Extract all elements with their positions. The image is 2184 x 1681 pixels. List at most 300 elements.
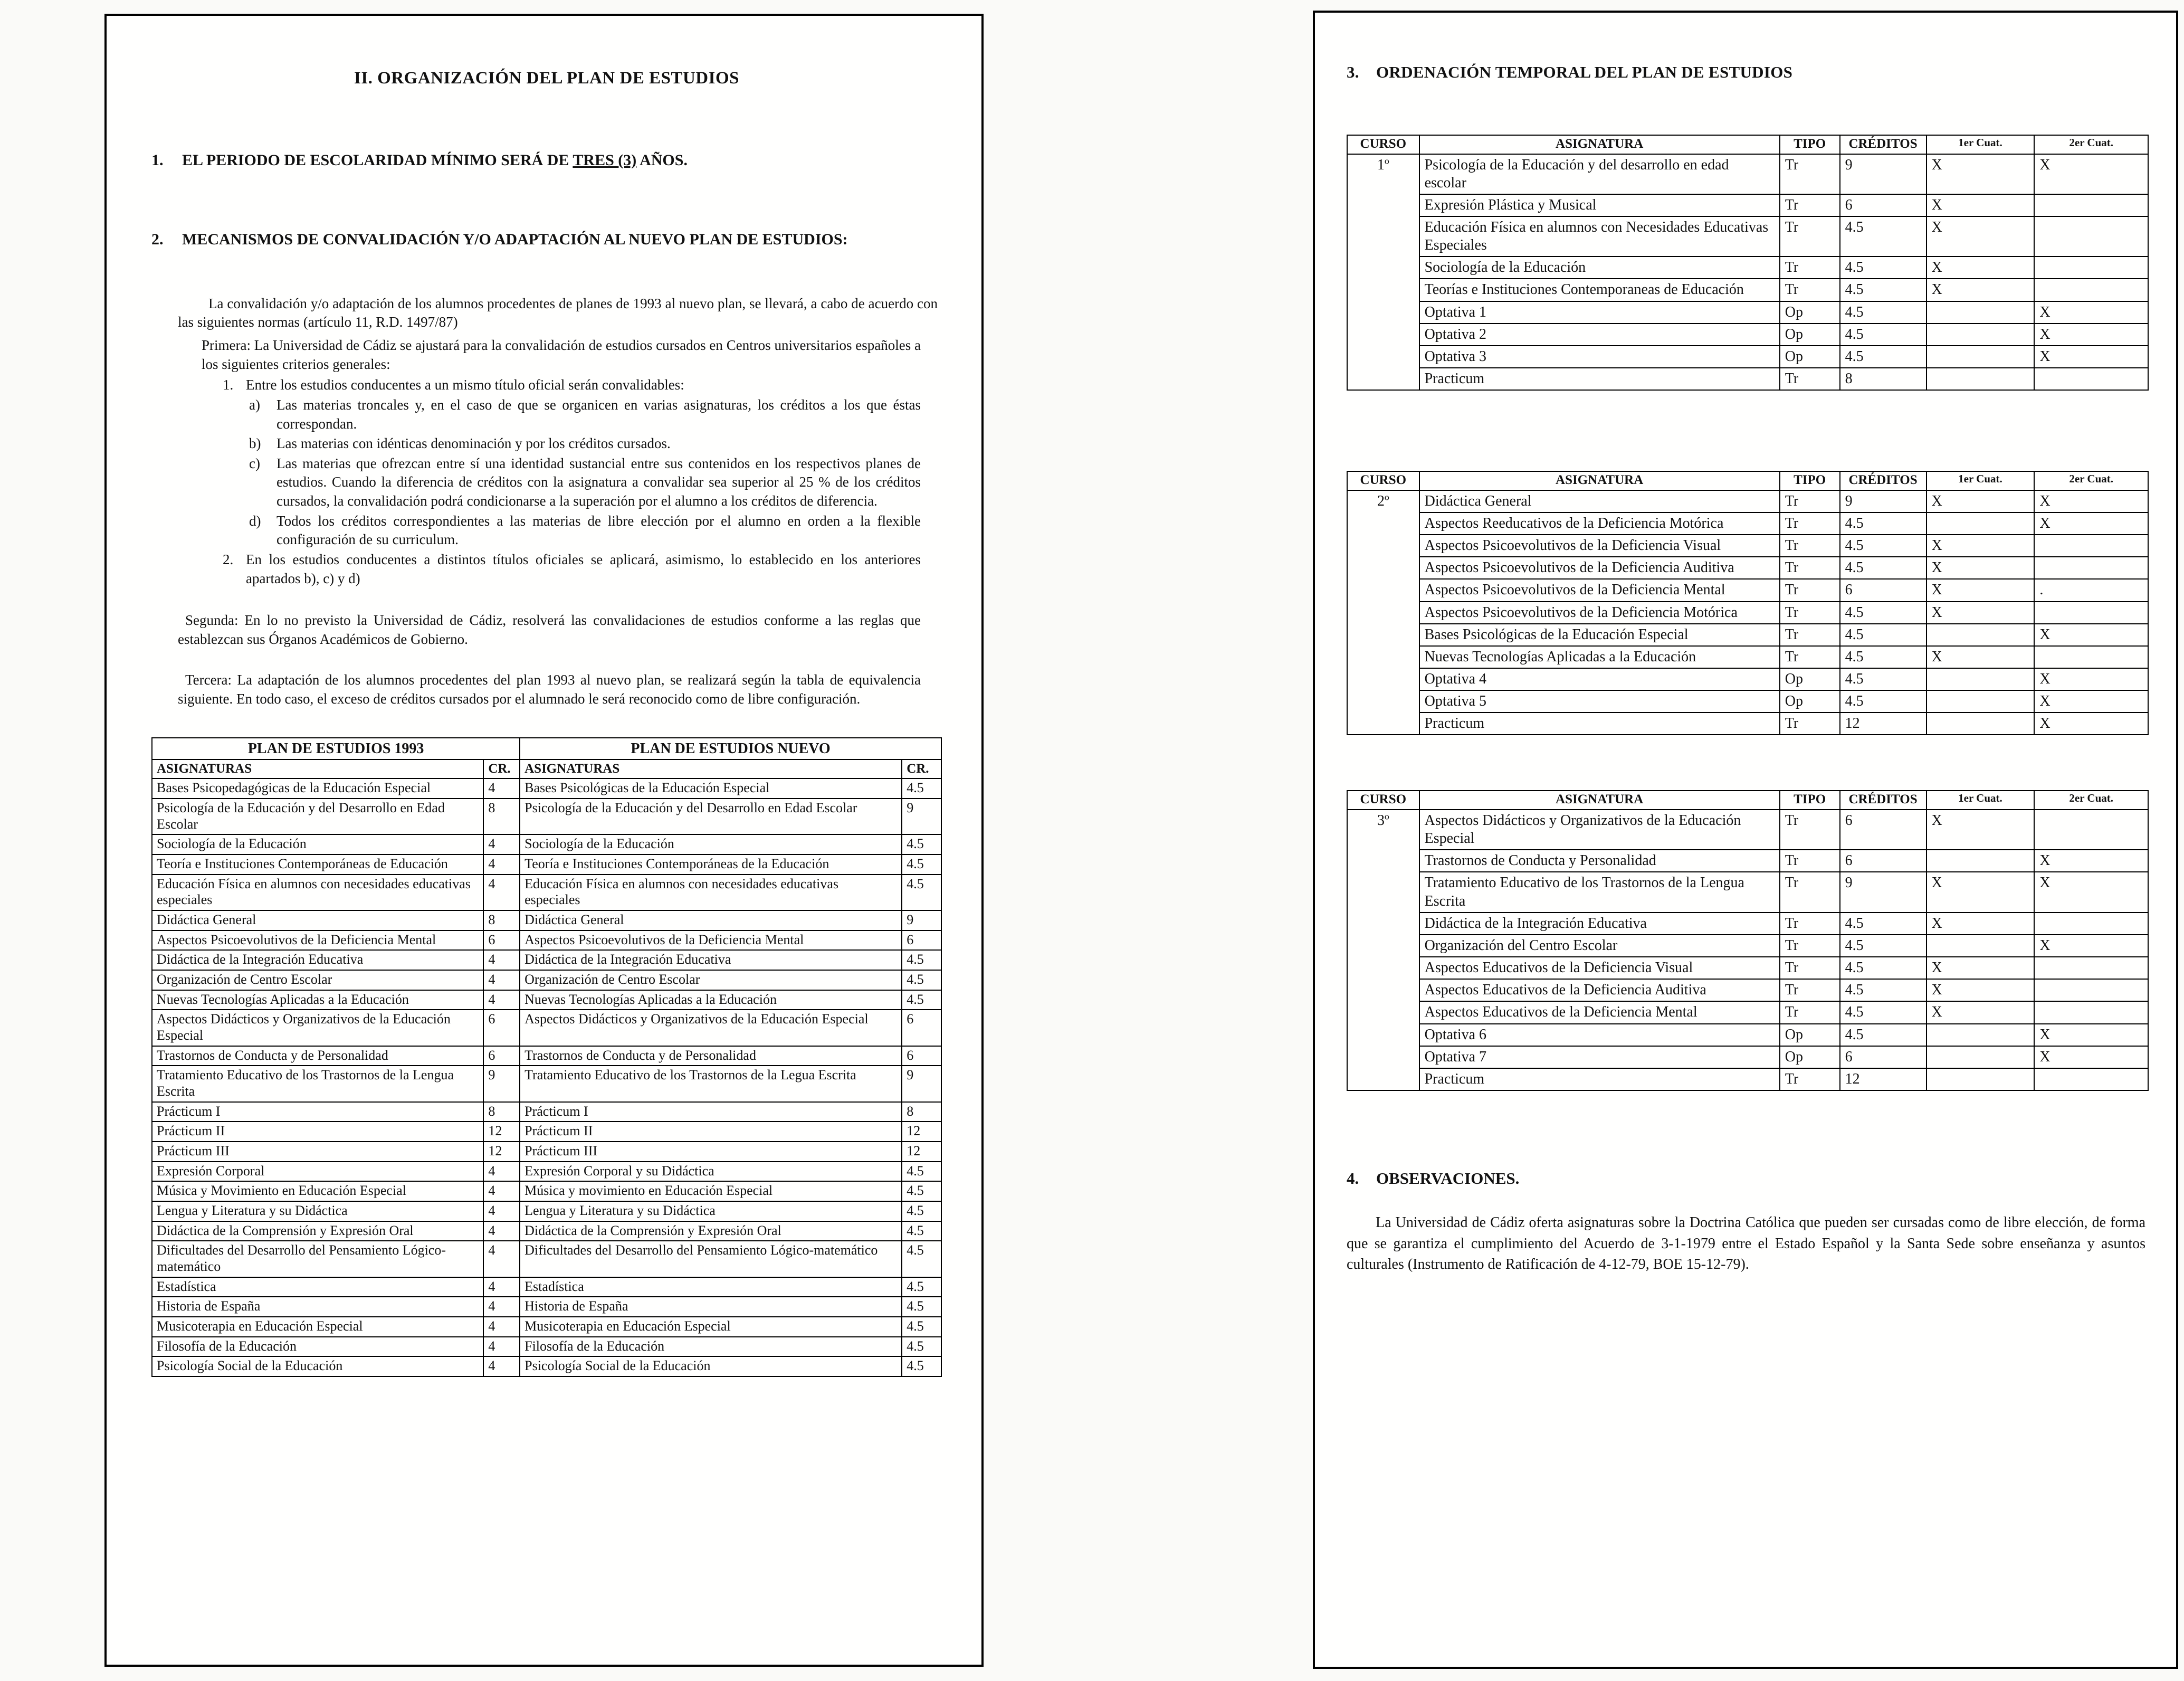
column-header: TIPO: [1780, 135, 1840, 154]
course-row: [1347, 713, 2148, 735]
cell-cuat1: [1927, 301, 2035, 324]
cell-tipo: Tr: [1780, 913, 1840, 935]
rule-1-text: Entre los estudios conducentes a un mismo título oficial serán convalidables:: [246, 377, 684, 393]
equivalence-row: [152, 1201, 941, 1221]
equivalence-row: [152, 1162, 941, 1182]
cell-cr: 4: [483, 1337, 520, 1357]
cell-creditos: 6: [1840, 850, 1927, 872]
cell-cuat1: [1927, 368, 2035, 390]
course-row: [1347, 872, 2148, 912]
cell-tipo: Tr: [1780, 850, 1840, 872]
equivalence-column-header-row: [152, 759, 941, 779]
column-header: CURSO: [1347, 471, 1419, 490]
cell-cr: 9: [902, 799, 941, 834]
cell-cuat2: X: [2034, 668, 2148, 690]
cell-cuat1: X: [1927, 979, 2035, 1001]
cell-cuat1: [1927, 668, 2035, 690]
cell-cuat1: X: [1927, 194, 2035, 216]
item-1-text: [182, 150, 688, 170]
cell-creditos: 4.5: [1840, 535, 1927, 557]
equivalence-row: [152, 1356, 941, 1376]
item-1-text-underlined: TRES (3): [573, 151, 637, 169]
cell-creditos: 4.5: [1840, 979, 1927, 1001]
cell-asignatura: Filosofía de la Educación: [520, 1337, 902, 1357]
cell-tipo: Tr: [1780, 1068, 1840, 1090]
cell-creditos: 9: [1840, 872, 1927, 912]
cell-asignatura: Historia de España: [520, 1297, 902, 1317]
cell-asignatura: Practicum: [1419, 368, 1780, 390]
course-row: [1347, 216, 2148, 257]
equivalence-row: [152, 799, 941, 834]
cell-asignatura: Trastornos de Conducta y de Personalidad: [520, 1046, 902, 1066]
cell-tipo: Op: [1780, 690, 1840, 713]
cell-cuat1: X: [1927, 154, 2035, 194]
curso-cell: 1º: [1347, 154, 1419, 391]
cell-cuat2: X: [2034, 154, 2148, 194]
cell-asignatura: Tratamiento Educativo de los Trastornos de la Legua Escrita: [520, 1066, 902, 1101]
equivalence-row: [152, 970, 941, 990]
cell-cuat2: .: [2034, 579, 2148, 601]
column-header: 2er Cuat.: [2034, 791, 2148, 810]
cell-asignatura: Didáctica de la Integración Educativa: [1419, 913, 1780, 935]
equivalence-row: [152, 1297, 941, 1317]
equivalence-row: [152, 1337, 941, 1357]
cell-cuat2: [2034, 216, 2148, 257]
cell-asignatura: Optativa 3: [1419, 346, 1780, 368]
cell-asignatura: Optativa 5: [1419, 690, 1780, 713]
cell-cuat1: [1927, 1068, 2035, 1090]
cell-cr: 4: [483, 1297, 520, 1317]
column-header: CURSO: [1347, 135, 1419, 154]
cell-asignatura: Educación Física en alumnos con necesidades educativas especiales: [152, 875, 483, 910]
cell-cuat1: X: [1927, 646, 2035, 668]
cell-asignatura: Musicoterapia en Educación Especial: [520, 1317, 902, 1337]
course-row: [1347, 1046, 2148, 1068]
cell-asignatura: Sociología de la Educación: [152, 834, 483, 854]
course-row: [1347, 624, 2148, 646]
cell-asignatura: Prácticum II: [520, 1122, 902, 1142]
cell-asignatura: Educación Física en alumnos con necesidades educativas especiales: [520, 875, 902, 910]
equivalence-row: [152, 910, 941, 930]
course-header-row: [1347, 135, 2148, 154]
cell-cr: 4: [483, 1356, 520, 1376]
cell-cr: 4.5: [902, 834, 941, 854]
cell-asignatura: Bases Psicológicas de la Educación Especial: [520, 778, 902, 799]
course-row: [1347, 602, 2148, 624]
cell-cuat2: [2034, 957, 2148, 979]
cell-asignatura: Bases Psicopedagógicas de la Educación Especial: [152, 778, 483, 799]
cell-cr: 4.5: [902, 970, 941, 990]
cell-creditos: 4.5: [1840, 1024, 1927, 1046]
rule-2-number: 2.: [223, 551, 234, 567]
course-row: [1347, 194, 2148, 216]
cell-cr: 4.5: [902, 875, 941, 910]
cell-tipo: Op: [1780, 301, 1840, 324]
cell-tipo: Tr: [1780, 957, 1840, 979]
letter-a-label: a): [249, 396, 260, 413]
item-1: [151, 150, 942, 170]
cell-asignatura: Prácticum III: [520, 1142, 902, 1162]
column-header: TIPO: [1780, 471, 1840, 490]
cell-cuat2: [2034, 646, 2148, 668]
cell-tipo: Tr: [1780, 490, 1840, 512]
cell-asignatura: Psicología de la Educación y del Desarrollo en Edad Escolar: [152, 799, 483, 834]
course-row: [1347, 1001, 2148, 1023]
course-row: [1347, 646, 2148, 668]
cell-creditos: 4.5: [1840, 346, 1927, 368]
letter-item-d: [249, 512, 921, 549]
cell-asignatura: Aspectos Didácticos y Organizativos de la Educación Especial: [152, 1010, 483, 1046]
cell-cr: 9: [483, 1066, 520, 1101]
cell-cr: 4: [483, 1277, 520, 1297]
cell-cr: 4: [483, 950, 520, 970]
group-header-plan-nuevo: PLAN DE ESTUDIOS NUEVO: [520, 738, 941, 759]
course-row: [1347, 957, 2148, 979]
cell-tipo: Op: [1780, 346, 1840, 368]
equivalence-row: [152, 1102, 941, 1122]
equivalence-group-header-row: [152, 738, 941, 759]
cell-asignatura: Organización de Centro Escolar: [152, 970, 483, 990]
course-row: [1347, 346, 2148, 368]
cell-cr: 8: [483, 1102, 520, 1122]
cell-asignatura: Filosofía de la Educación: [152, 1337, 483, 1357]
letter-item-c: [249, 454, 921, 511]
cell-creditos: 4.5: [1840, 324, 1927, 346]
item-2: [151, 230, 942, 250]
cell-cr: 4: [483, 1317, 520, 1337]
cell-cuat1: X: [1927, 913, 2035, 935]
course-row: [1347, 535, 2148, 557]
cell-cr: 4.5: [902, 1317, 941, 1337]
cell-cuat2: [2034, 810, 2148, 850]
page-right: [1313, 11, 2178, 1669]
course-row: [1347, 490, 2148, 512]
cell-tipo: Tr: [1780, 713, 1840, 735]
cell-cuat2: X: [2034, 1024, 2148, 1046]
course-row: [1347, 301, 2148, 324]
cell-asignatura: Aspectos Psicoevolutivos de la Deficiencia Mental: [1419, 579, 1780, 601]
equivalence-row: [152, 930, 941, 951]
cell-asignatura: Música y Movimiento en Educación Especial: [152, 1181, 483, 1201]
course-row: [1347, 154, 2148, 194]
cell-asignatura: Expresión Corporal y su Didáctica: [520, 1162, 902, 1182]
cell-asignatura: Didáctica de la Comprensión y Expresión Oral: [520, 1221, 902, 1241]
course-row: [1347, 324, 2148, 346]
column-header: 2er Cuat.: [2034, 135, 2148, 154]
cell-asignatura: Prácticum III: [152, 1142, 483, 1162]
equivalence-row: [152, 854, 941, 875]
cell-asignatura: Nuevas Tecnologías Aplicadas a la Educación: [152, 990, 483, 1010]
group-header-plan-1993: PLAN DE ESTUDIOS 1993: [152, 738, 520, 759]
cell-cuat1: X: [1927, 579, 2035, 601]
cell-asignatura: Practicum: [1419, 713, 1780, 735]
cell-cuat1: X: [1927, 872, 2035, 912]
curso-cell: 3º: [1347, 810, 1419, 1090]
cell-creditos: 4.5: [1840, 913, 1927, 935]
cell-creditos: 8: [1840, 368, 1927, 390]
cell-asignatura: Aspectos Psicoevolutivos de la Deficiencia Motórica: [1419, 602, 1780, 624]
cell-cuat2: [2034, 279, 2148, 301]
cell-creditos: 4.5: [1840, 935, 1927, 957]
cell-asignatura: Didáctica General: [152, 910, 483, 930]
cell-cuat2: [2034, 979, 2148, 1001]
equivalence-row: [152, 990, 941, 1010]
cell-tipo: Tr: [1780, 624, 1840, 646]
cell-cuat2: [2034, 535, 2148, 557]
letter-d-text: Todos los créditos correspondientes a las materias de libre elección por el alumno en orden a la flexible configuración de su curriculum.: [276, 512, 921, 548]
equivalence-row: [152, 1277, 941, 1297]
cell-tipo: Tr: [1780, 935, 1840, 957]
equivalence-row: [152, 834, 941, 854]
cell-cuat2: [2034, 194, 2148, 216]
letter-b-label: b): [249, 435, 261, 452]
item-2-text: MECANISMOS DE CONVALIDACIÓN Y/O ADAPTACIÓN AL NUEVO PLAN DE ESTUDIOS:: [182, 231, 848, 249]
cell-creditos: 4.5: [1840, 216, 1927, 257]
cell-cuat1: X: [1927, 279, 2035, 301]
cell-cr: 12: [483, 1142, 520, 1162]
equivalence-row: [152, 1181, 941, 1201]
course-row: [1347, 279, 2148, 301]
cell-cr: 4: [483, 854, 520, 875]
cell-cr: 4.5: [902, 1241, 941, 1277]
course-header-row: [1347, 791, 2148, 810]
cell-asignatura: Música y movimiento en Educación Especial: [520, 1181, 902, 1201]
cell-asignatura: Sociología de la Educación: [520, 834, 902, 854]
cell-asignatura: Dificultades del Desarrollo del Pensamiento Lógico-matemático: [520, 1241, 902, 1277]
cell-creditos: 6: [1840, 579, 1927, 601]
course-row: [1347, 810, 2148, 850]
cell-cuat1: X: [1927, 535, 2035, 557]
cell-cuat2: X: [2034, 935, 2148, 957]
rule-1-number: 1.: [223, 377, 234, 393]
column-header: ASIGNATURA: [1419, 791, 1780, 810]
cell-cr: 4: [483, 990, 520, 1010]
equivalence-row: [152, 1317, 941, 1337]
cell-cr: 4.5: [902, 1356, 941, 1376]
cell-cr: 8: [902, 1102, 941, 1122]
cell-creditos: 4.5: [1840, 602, 1927, 624]
course-row: [1347, 512, 2148, 535]
cell-tipo: Tr: [1780, 557, 1840, 579]
cell-tipo: Tr: [1780, 257, 1840, 279]
cell-asignatura: Historia de España: [152, 1297, 483, 1317]
cell-tipo: Tr: [1780, 979, 1840, 1001]
cell-cuat2: [2034, 602, 2148, 624]
cell-cr: 8: [483, 799, 520, 834]
equivalence-row: [152, 778, 941, 799]
cell-asignatura: Trastornos de Conducta y Personalidad: [1419, 850, 1780, 872]
cell-cuat2: X: [2034, 346, 2148, 368]
cell-tipo: Tr: [1780, 279, 1840, 301]
cell-asignatura: Psicología Social de la Educación: [520, 1356, 902, 1376]
cell-cr: 4.5: [902, 990, 941, 1010]
cell-asignatura: Sociología de la Educación: [1419, 257, 1780, 279]
cell-cuat2: X: [2034, 490, 2148, 512]
rule-list-item-2: [223, 550, 921, 588]
equivalence-table: [151, 737, 942, 1377]
column-header: 1er Cuat.: [1927, 791, 2035, 810]
cell-cuat1: [1927, 324, 2035, 346]
cell-cuat2: [2034, 1068, 2148, 1090]
cell-cuat1: [1927, 512, 2035, 535]
cell-asignatura: Didáctica de la Integración Educativa: [520, 950, 902, 970]
letter-d-label: d): [249, 512, 261, 529]
cell-asignatura: Lengua y Literatura y su Didáctica: [520, 1201, 902, 1221]
cell-asignatura: Psicología Social de la Educación: [152, 1356, 483, 1376]
equivalence-row: [152, 1241, 941, 1277]
observaciones-paragraph: La Universidad de Cádiz oferta asignaturas sobre la Doctrina Católica que pueden ser cursadas como de libre elección, de forma que se garantiza el cumplimiento del Acuerdo de 3-1-1979 entre el Estado Español y la Santa Sede sobre enseñanza y asuntos culturales (Instrumento de Ratificación de 4-12-79, BOE 15-12-79).: [1347, 1214, 2145, 1273]
cell-cuat2: X: [2034, 850, 2148, 872]
cell-asignatura: Lengua y Literatura y su Didáctica: [152, 1201, 483, 1221]
cell-creditos: 4.5: [1840, 557, 1927, 579]
cell-asignatura: Practicum: [1419, 1068, 1780, 1090]
cell-asignatura: Tratamiento Educativo de los Trastornos de la Lengua Escrita: [1419, 872, 1780, 912]
cell-creditos: 4.5: [1840, 690, 1927, 713]
observaciones-number: 4.: [1347, 1169, 1359, 1188]
cell-cr: 4.5: [902, 1162, 941, 1182]
item-1-text-pre: EL PERIODO DE ESCOLARIDAD MÍNIMO SERÁ DE: [182, 151, 573, 169]
equivalence-row: [152, 1010, 941, 1046]
equivalence-row: [152, 1066, 941, 1101]
letter-item-b: [249, 434, 921, 453]
observaciones-heading: [1347, 1169, 2149, 1188]
course-row: [1347, 1068, 2148, 1090]
cell-creditos: 12: [1840, 713, 1927, 735]
cell-cuat1: X: [1927, 557, 2035, 579]
column-header: CRÉDITOS: [1840, 135, 1927, 154]
column-header: 1er Cuat.: [1927, 471, 2035, 490]
course-row: [1347, 850, 2148, 872]
cell-cuat1: X: [1927, 1001, 2035, 1023]
cell-cuat1: X: [1927, 490, 2035, 512]
cell-tipo: Tr: [1780, 646, 1840, 668]
cell-asignatura: Prácticum I: [152, 1102, 483, 1122]
cell-cr: 4.5: [902, 854, 941, 875]
cell-cr: 6: [483, 1046, 520, 1066]
cell-cr: 4.5: [902, 1201, 941, 1221]
cell-cuat2: X: [2034, 301, 2148, 324]
column-header: CURSO: [1347, 791, 1419, 810]
cell-cuat2: [2034, 913, 2148, 935]
cell-cuat1: [1927, 690, 2035, 713]
letter-a-text: Las materias troncales y, en el caso de que se organicen en varias asignaturas, los créditos a los que éstas correspondan.: [276, 396, 921, 432]
cell-asignatura: Aspectos Educativos de la Deficiencia Auditiva: [1419, 979, 1780, 1001]
cell-asignatura: Trastornos de Conducta y de Personalidad: [152, 1046, 483, 1066]
cell-asignatura: Teoría e Instituciones Contemporáneas de la Educación: [520, 854, 902, 875]
cell-asignatura: Optativa 4: [1419, 668, 1780, 690]
equivalence-row: [152, 1122, 941, 1142]
cell-cr: 6: [902, 930, 941, 951]
cell-asignatura: Aspectos Psicoevolutivos de la Deficiencia Auditiva: [1419, 557, 1780, 579]
column-header: CRÉDITOS: [1840, 471, 1927, 490]
cell-creditos: 6: [1840, 810, 1927, 850]
cell-asignatura: Aspectos Psicoevolutivos de la Deficiencia Visual: [1419, 535, 1780, 557]
cell-asignatura: Organización de Centro Escolar: [520, 970, 902, 990]
column-header: 1er Cuat.: [1927, 135, 2035, 154]
letter-c-text: Las materias que ofrezcan entre sí una identidad sustancial entre sus contenidos en los respectivos planes de estudios. Cuando la diferencia de créditos con la asignatura a convalidar sea superior al 25 % de los créditos cursados, la convalidación podrá condicionarse a la superación por el alumno a los créditos de diferencia.: [276, 455, 921, 509]
equivalence-row: [152, 1221, 941, 1241]
cell-cr: 4: [483, 1201, 520, 1221]
cell-cuat2: X: [2034, 624, 2148, 646]
cell-asignatura: Dificultades del Desarrollo del Pensamiento Lógico-matemático: [152, 1241, 483, 1277]
cell-cr: 4.5: [902, 778, 941, 799]
cell-cuat1: [1927, 935, 2035, 957]
cell-creditos: 9: [1840, 154, 1927, 194]
cell-creditos: 4.5: [1840, 668, 1927, 690]
cell-asignatura: Nuevas Tecnologías Aplicadas a la Educación: [1419, 646, 1780, 668]
cell-cuat1: X: [1927, 810, 2035, 850]
cell-tipo: Tr: [1780, 368, 1840, 390]
cell-asignatura: Aspectos Psicoevolutivos de la Deficiencia Mental: [520, 930, 902, 951]
course-row: [1347, 257, 2148, 279]
cell-asignatura: Aspectos Psicoevolutivos de la Deficiencia Mental: [152, 930, 483, 951]
column-header: TIPO: [1780, 791, 1840, 810]
cell-cuat2: [2034, 557, 2148, 579]
item-1-number: 1.: [151, 151, 164, 169]
equivalence-table-body: [152, 778, 941, 1376]
cell-cuat1: [1927, 346, 2035, 368]
cell-cr: 4: [483, 1221, 520, 1241]
cell-cr: 4.5: [902, 1181, 941, 1201]
cell-cuat1: X: [1927, 957, 2035, 979]
cell-asignatura: Psicología de la Educación y del desarrollo en edad escolar: [1419, 154, 1780, 194]
cell-tipo: Op: [1780, 1046, 1840, 1068]
cell-cr: 4.5: [902, 1277, 941, 1297]
column-header: CRÉDITOS: [1840, 791, 1927, 810]
cell-cr: 4: [483, 834, 520, 854]
cell-tipo: Tr: [1780, 216, 1840, 257]
cell-cuat2: [2034, 257, 2148, 279]
right-title-number: 3.: [1347, 63, 1359, 81]
cell-asignatura: Didáctica de la Integración Educativa: [152, 950, 483, 970]
cell-cuat1: [1927, 850, 2035, 872]
cell-tipo: Tr: [1780, 602, 1840, 624]
cell-tipo: Op: [1780, 668, 1840, 690]
cell-creditos: 4.5: [1840, 1001, 1927, 1023]
cell-asignatura: Optativa 1: [1419, 301, 1780, 324]
course-table-curso-2: [1347, 471, 2149, 735]
course-row: [1347, 668, 2148, 690]
curso-cell: 2º: [1347, 490, 1419, 735]
cell-cr: 4: [483, 1181, 520, 1201]
equivalence-row: [152, 950, 941, 970]
cell-cuat2: X: [2034, 690, 2148, 713]
cell-cr: 6: [902, 1010, 941, 1046]
cell-cr: 4: [483, 1241, 520, 1277]
course-row: [1347, 1024, 2148, 1046]
item-1-text-post: AÑOS.: [636, 151, 688, 169]
cell-cr: 4: [483, 1162, 520, 1182]
left-page-title: II. ORGANIZACIÓN DEL PLAN DE ESTUDIOS: [354, 69, 739, 88]
cell-asignatura: Expresión Corporal: [152, 1162, 483, 1182]
column-header: 2er Cuat.: [2034, 471, 2148, 490]
cell-asignatura: Optativa 7: [1419, 1046, 1780, 1068]
cell-asignatura: Nuevas Tecnologías Aplicadas a la Educación: [520, 990, 902, 1010]
paragraph-segunda: Segunda: En lo no previsto la Universidad de Cádiz, resolverá las convalidaciones de estudios conforme a las reglas que establezcan sus Órganos Académicos de Gobierno.: [178, 612, 921, 647]
cell-cuat1: X: [1927, 602, 2035, 624]
convalidation-rules: [151, 295, 942, 709]
cell-tipo: Tr: [1780, 535, 1840, 557]
cell-cr: 6: [483, 930, 520, 951]
paragraph-intro: La convalidación y/o adaptación de los alumnos procedentes de planes de 1993 al nuevo plan, se llevará, a cabo de acuerdo con las siguientes normas (artículo 11, R.D. 1497/87): [178, 295, 938, 330]
cell-cuat1: [1927, 713, 2035, 735]
cell-creditos: 4.5: [1840, 957, 1927, 979]
course-row: [1347, 935, 2148, 957]
cell-cuat2: X: [2034, 872, 2148, 912]
cell-asignatura: Aspectos Educativos de la Deficiencia Visual: [1419, 957, 1780, 979]
cell-asignatura: Organización del Centro Escolar: [1419, 935, 1780, 957]
col-header-asignaturas-nuevo: ASIGNATURAS: [520, 759, 902, 779]
